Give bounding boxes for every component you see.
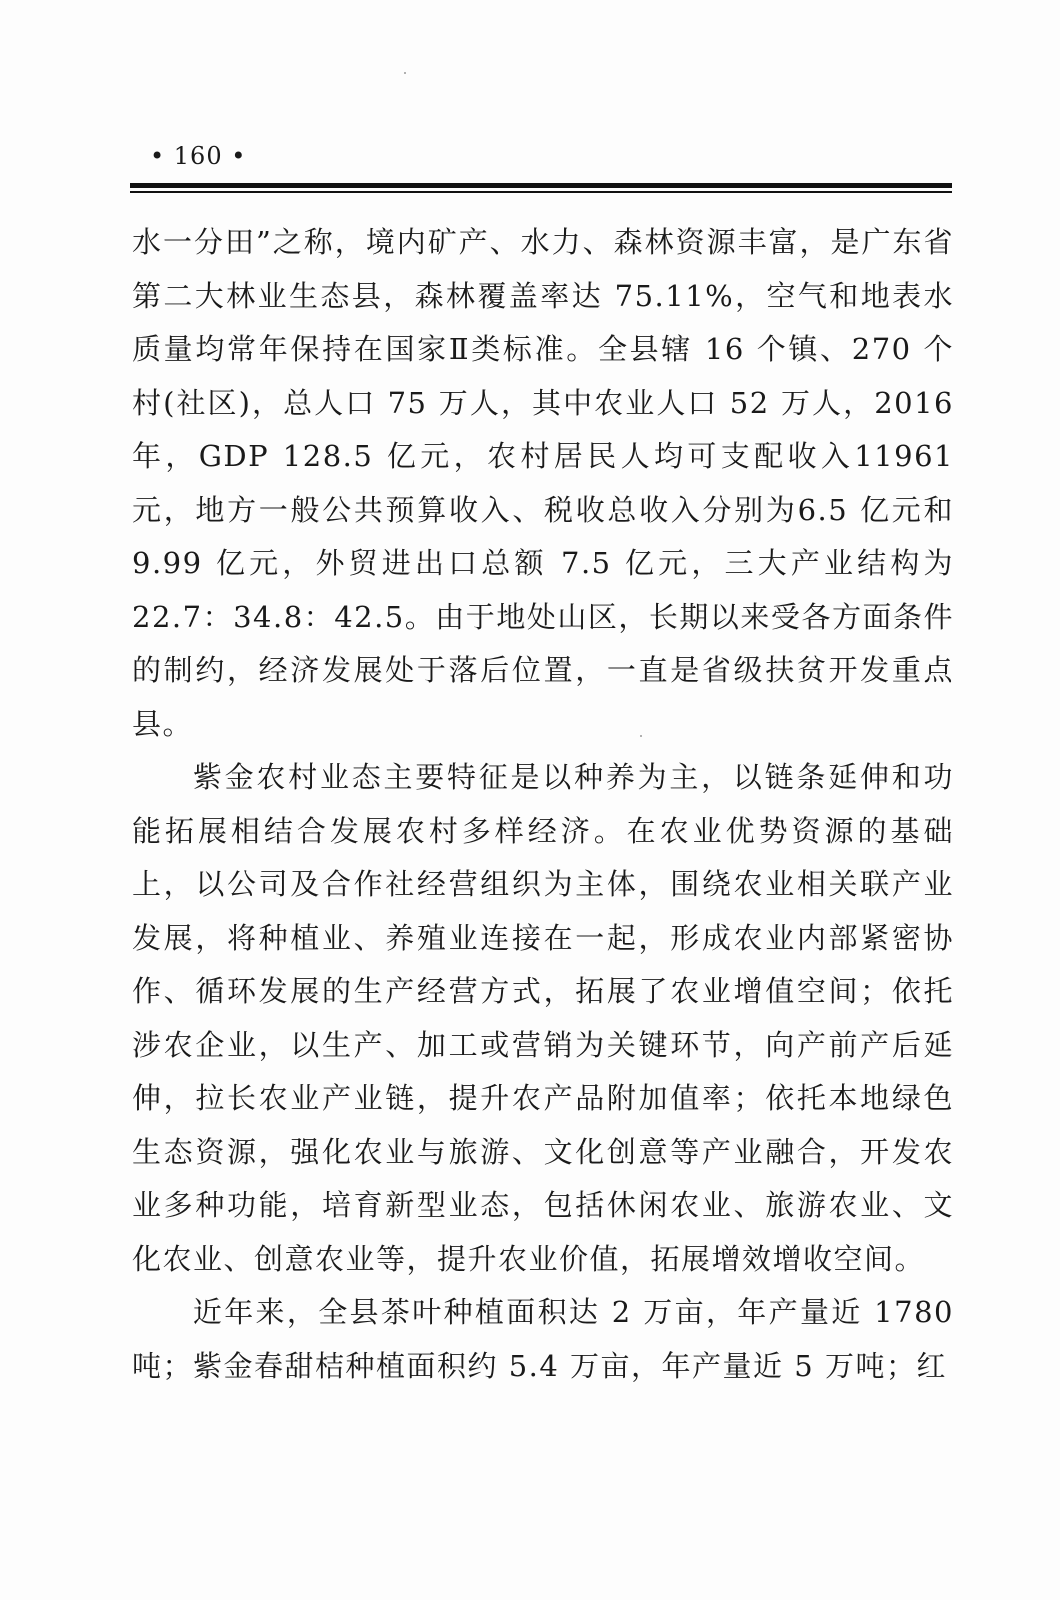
header-rule-thin <box>130 191 952 193</box>
body-text <box>132 216 954 1393</box>
page-number: • 160 • <box>150 142 247 170</box>
header-rule-thick <box>130 183 952 188</box>
scan-speck <box>404 72 406 74</box>
scan-speck <box>640 735 642 737</box>
paragraph-3: 近年来，全县茶叶种植面积达 2 万亩，年产量近 1780 吨；紫金春甜桔种植面积约 5.4 万亩，年产量近 5 万吨；红 <box>132 1295 954 1383</box>
paragraph-1: 水一分田”之称，境内矿产、水力、森林资源丰富，是广东省第二大林业生态县，森林覆盖率达 75.11%，空气和地表水质量均常年保持在国家Ⅱ类标准。全县辖 16 个镇、270 个村(社区)，总人口 75 万人，其中农业人口 52 万人，2016 年，GDP 128.5 亿元，农村居民人均可支配收入11961 元，地方一般公共预算收入、税收总收入分别为6.5 亿元和 9.99 亿元，外贸进出口总额 7.5 亿元，三大产业结构为 22.7：34.8：42.5。由于地处山区，长期以来受各方面条件的制约，经济发展处于落后位置，一直是省级扶贫开发重点县。 <box>132 225 954 741</box>
paragraph-2: 紫金农村业态主要特征是以种养为主，以链条延伸和功能拓展相结合发展农村多样经济。在农业优势资源的基础上，以公司及合作社经营组织为主体，围绕农业相关联产业发展，将种植业、养殖业连接在一起，形成农业内部紧密协作、循环发展的生产经营方式，拓展了农业增值空间；依托涉农企业，以生产、加工或营销为关键环节，向产前产后延伸，拉长农业产业链，提升农产品附加值率；依托本地绿色生态资源，强化农业与旅游、文化创意等产业融合，开发农业多种功能，培育新型业态，包括休闲农业、旅游农业、文化农业、创意农业等，提升农业价值，拓展增效增收空间。 <box>132 760 954 1276</box>
